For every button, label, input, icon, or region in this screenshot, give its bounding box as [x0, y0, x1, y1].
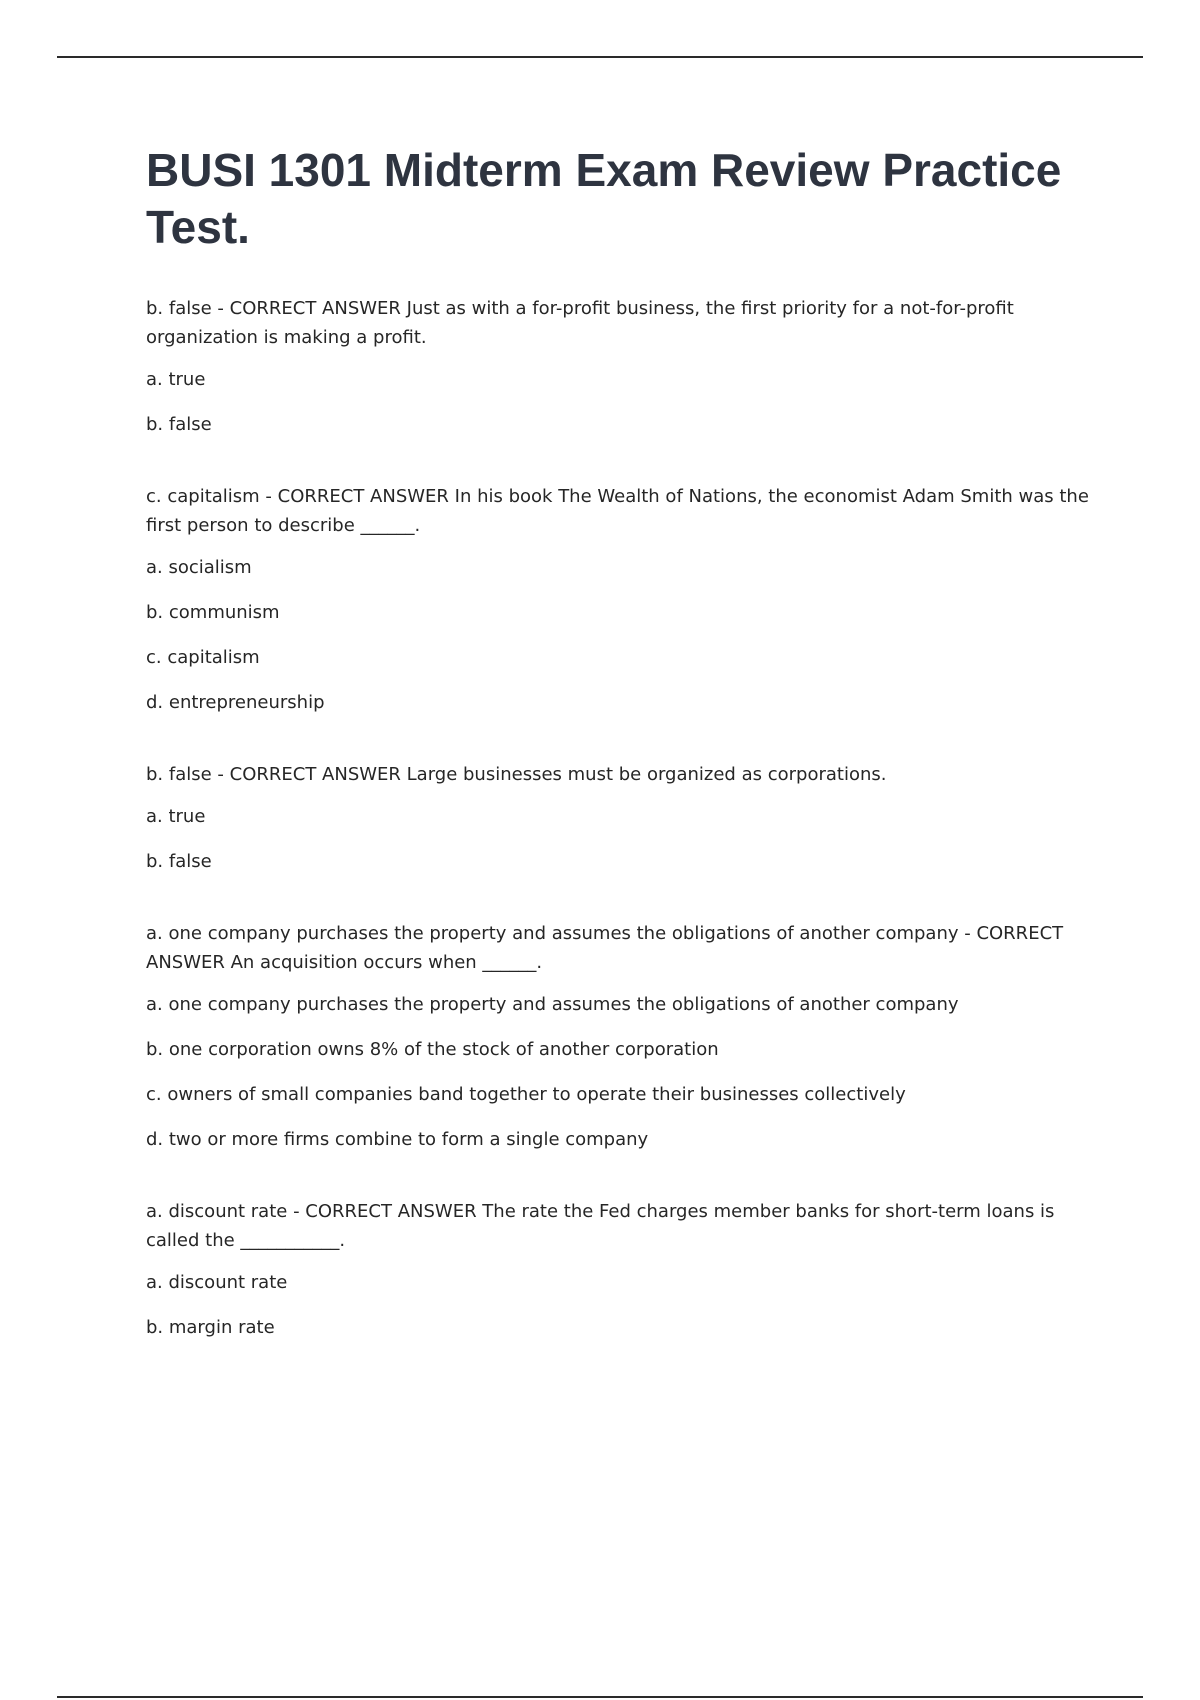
answer-option: c. capitalism — [146, 647, 260, 668]
answer-option: b. false — [146, 851, 212, 872]
answer-option: a. discount rate — [146, 1272, 288, 1293]
answer-option: b. communism — [146, 602, 280, 623]
question-stem: a. discount rate - CORRECT ANSWER The rate the Fed charges member banks for short-term loans is called the ___________. — [146, 1201, 1055, 1251]
question-2 — [146, 482, 1106, 717]
question-1 — [146, 294, 1106, 439]
page-title: BUSI 1301 Midterm Exam Review Practice Test. — [146, 144, 1062, 253]
answer-option: a. true — [146, 369, 206, 390]
question-stem: c. capitalism - CORRECT ANSWER In his book The Wealth of Nations, the economist Adam Smith was the first person to describe ______. — [146, 486, 1089, 536]
top-rule — [57, 56, 1143, 58]
answer-option: a. one company purchases the property and assumes the obligations of another company — [146, 994, 959, 1015]
answer-option: a. socialism — [146, 557, 252, 578]
bottom-rule — [57, 1696, 1143, 1698]
question-stem: b. false - CORRECT ANSWER Just as with a for-profit business, the first priority for a not-for-profit organization is making a profit. — [146, 298, 1014, 348]
answer-option: b. false — [146, 414, 212, 435]
answer-option: d. two or more firms combine to form a single company — [146, 1129, 649, 1150]
question-3 — [146, 760, 1106, 876]
answer-option: b. margin rate — [146, 1317, 275, 1338]
document-body — [146, 142, 1106, 1385]
answer-option: d. entrepreneurship — [146, 692, 325, 713]
question-4 — [146, 919, 1106, 1154]
question-stem: b. false - CORRECT ANSWER Large businesses must be organized as corporations. — [146, 764, 887, 785]
question-5 — [146, 1197, 1106, 1342]
answer-option: c. owners of small companies band together to operate their businesses collectively — [146, 1084, 906, 1105]
answer-option: a. true — [146, 806, 206, 827]
question-stem: a. one company purchases the property and assumes the obligations of another company - CORRECT ANSWER An acquisition occurs when ______. — [146, 923, 1064, 973]
answer-option: b. one corporation owns 8% of the stock of another corporation — [146, 1039, 719, 1060]
